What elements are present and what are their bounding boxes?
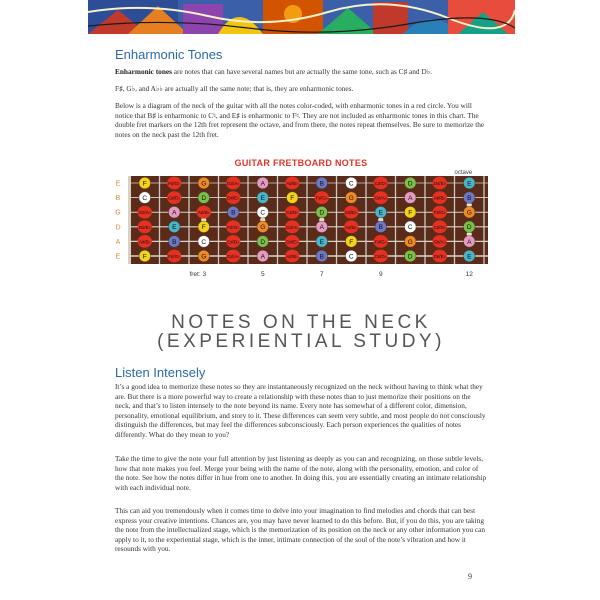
note-label: B: [319, 180, 324, 188]
note-label: C: [348, 253, 354, 261]
note-label: G♯/A♭: [138, 210, 151, 216]
note-label: F: [349, 238, 354, 246]
note-label: G♯/A♭: [433, 239, 446, 245]
note-label: G♯/A♭: [286, 224, 299, 230]
note-label: A: [260, 180, 265, 188]
note-label: E: [467, 180, 472, 188]
note-label: A♯/B♭: [286, 181, 299, 186]
definition-text: are notes that can have several names but are actually the same tone, such as C♯ and D♭.: [171, 67, 432, 76]
string-label: B: [115, 195, 121, 203]
note-label: A♯/B♭: [433, 195, 446, 201]
note-label: B: [172, 238, 177, 246]
fret-number-label: 7: [319, 271, 324, 278]
note-label: G♯/A♭: [374, 195, 387, 201]
term-enharmonic: Enharmonic tones: [115, 67, 172, 76]
fret-number-label: fret: 3: [189, 271, 207, 278]
note-label: B: [467, 195, 472, 202]
note-label: F: [290, 195, 295, 202]
note-label: D: [466, 224, 472, 232]
note-label: F♯/G♭: [374, 239, 387, 245]
note-label: D♯/E♭: [286, 239, 299, 245]
note-label: D♯/E♭: [433, 254, 446, 259]
note-label: C♯/D♭: [374, 181, 387, 186]
string-label: E: [115, 180, 121, 188]
string-label: G: [115, 209, 121, 217]
note-label: C: [201, 238, 207, 246]
note-label: D: [407, 253, 413, 261]
note-label: D♯/E♭: [138, 224, 151, 230]
fretboard-wood: [128, 176, 488, 264]
note-label: G: [201, 253, 207, 261]
note-label: A♯/B♭: [345, 224, 358, 230]
note-label: A♯/B♭: [197, 210, 210, 216]
note-label: A: [319, 224, 324, 232]
fret-number-label: 5: [260, 271, 265, 278]
main-heading-line1: NOTES ON THE NECK: [171, 312, 431, 333]
string-label: D: [115, 224, 121, 232]
note-label: A: [467, 238, 472, 246]
note-label: B: [378, 224, 383, 232]
string-label: E: [115, 253, 121, 261]
paragraph-diagram-intro: Below is a diagram of the neck of the guitar with all the notes color-coded, with enharmonic tones in a red circle. You will notice that B♯ is enharmonic to C♮, and E♯ is enharmonic to F♮. They are not included as enharmonic tones in this chart. The double fret markers on the 12th fret represent the octave, and from there, the notes repeat themselves. Be sure to memorize the notes on the neck past the 12th fret.: [115, 101, 485, 139]
note-label: B: [231, 209, 236, 217]
note-label: F♯/G♭: [315, 195, 328, 201]
fretboard-diagram: [112, 168, 492, 285]
note-label: A: [408, 195, 413, 202]
note-label: D: [260, 238, 266, 246]
note-label: D♯/E♭: [227, 195, 240, 201]
paragraph-listen-2: Take the time to give the note your full attention by just listening as deeply as you can and recognizing, on those subtle levels, how that note makes you feel. Merge your being with the name of the note, along with the personality, emotion, and color of the note. See how the notes differ in hue from one to another. In doing this, you are essentially creating an intimate relationship with each individual note.: [115, 454, 487, 492]
note-label: A: [260, 253, 265, 261]
note-label: E: [172, 224, 177, 232]
main-heading-line2: (EXPERIENTIAL STUDY): [157, 331, 445, 352]
nut: [128, 176, 131, 264]
note-label: C: [260, 209, 266, 217]
note-label: F: [408, 209, 413, 217]
note-label: A: [172, 209, 177, 217]
paragraph-listen-1: It’s a good idea to memorize these notes so they are instantaneously recognized on the neck without having to think what they are. But there is a more powerful way to create a relationship with these notes than to just memorize their positions on the neck, and that’s to listen intensely to the note beyond its name. Every note has somewhat of a different color, dimension, personality, emotional equilibrium, and story to it. These differences can seem very subtle, and most people do not consciously distinguish the differences, but may feel the differences subconsciously. Each person experiences the qualities of notes differently. What do they mean to you?: [115, 382, 486, 439]
note-label: C♯/D♭: [227, 239, 240, 245]
note-label: G♯/A♭: [227, 254, 240, 259]
string-label: A: [115, 238, 121, 246]
section-title-listen: Listen Intensely: [115, 365, 206, 380]
note-label: D♯/E♭: [345, 210, 358, 216]
note-label: G: [201, 180, 207, 188]
note-label: D: [201, 195, 207, 202]
octave-label: octave: [454, 170, 473, 176]
note-label: F: [142, 253, 147, 261]
note-label: E: [467, 253, 472, 261]
section-title-enharmonic: Enharmonic Tones: [115, 47, 223, 62]
paragraph-example: F♯, G♭, and A♭♭ are actually all the same note; that is, they are enharmonic tones.: [115, 84, 354, 93]
fret-number-label: 12: [465, 271, 473, 278]
note-label: C♯/D♭: [286, 210, 299, 216]
note-label: G: [260, 224, 266, 232]
note-label: C: [142, 195, 148, 202]
page-number: 9: [468, 572, 472, 581]
note-label: G♯/A♭: [227, 181, 240, 186]
note-label: D♯/E♭: [433, 181, 446, 186]
note-label: D: [319, 209, 325, 217]
note-label: D: [407, 180, 413, 188]
note-label: A♯/B♭: [286, 254, 299, 259]
note-label: C: [407, 224, 413, 232]
note-label: E: [378, 209, 383, 217]
paragraph-listen-3: This can aid you tremendously when it comes time to delve into your imagination to find melodies and chords that can best express your creative intentions. Chances are, you may have never learned to do this before. But, if you do this, you are taking the note from the intellectualized stage, which is the memorization of its position on the neck or any other information you can apply to it, to the experiential stage, which is the inner, intimate connection of the soul of the note’s vibration and how it resounds with you.: [115, 506, 486, 554]
note-label: G: [466, 209, 472, 217]
note-label: C: [348, 180, 354, 188]
note-label: B: [319, 253, 324, 261]
note-label: F♯/G♭: [227, 224, 240, 230]
note-label: C♯/D♭: [433, 224, 446, 230]
note-label: E: [319, 238, 324, 246]
note-label: F: [201, 224, 206, 232]
note-label: F♯/G♭: [433, 210, 446, 216]
note-label: A♯/B♭: [138, 239, 151, 245]
note-label: G: [407, 238, 413, 246]
note-label: F♯/G♭: [168, 181, 181, 186]
note-label: C♯/D♭: [168, 195, 181, 201]
note-label: F♯/G♭: [168, 254, 181, 259]
fret-number-label: 9: [378, 271, 383, 278]
note-label: G: [348, 195, 354, 202]
note-label: C♯/D♭: [374, 254, 387, 259]
paragraph-definition: [115, 67, 487, 77]
note-label: F: [142, 180, 147, 188]
note-label: E: [260, 195, 265, 202]
header-artwork: [88, 0, 515, 34]
fretboard-title: GUITAR FRETBOARD NOTES: [234, 158, 368, 168]
